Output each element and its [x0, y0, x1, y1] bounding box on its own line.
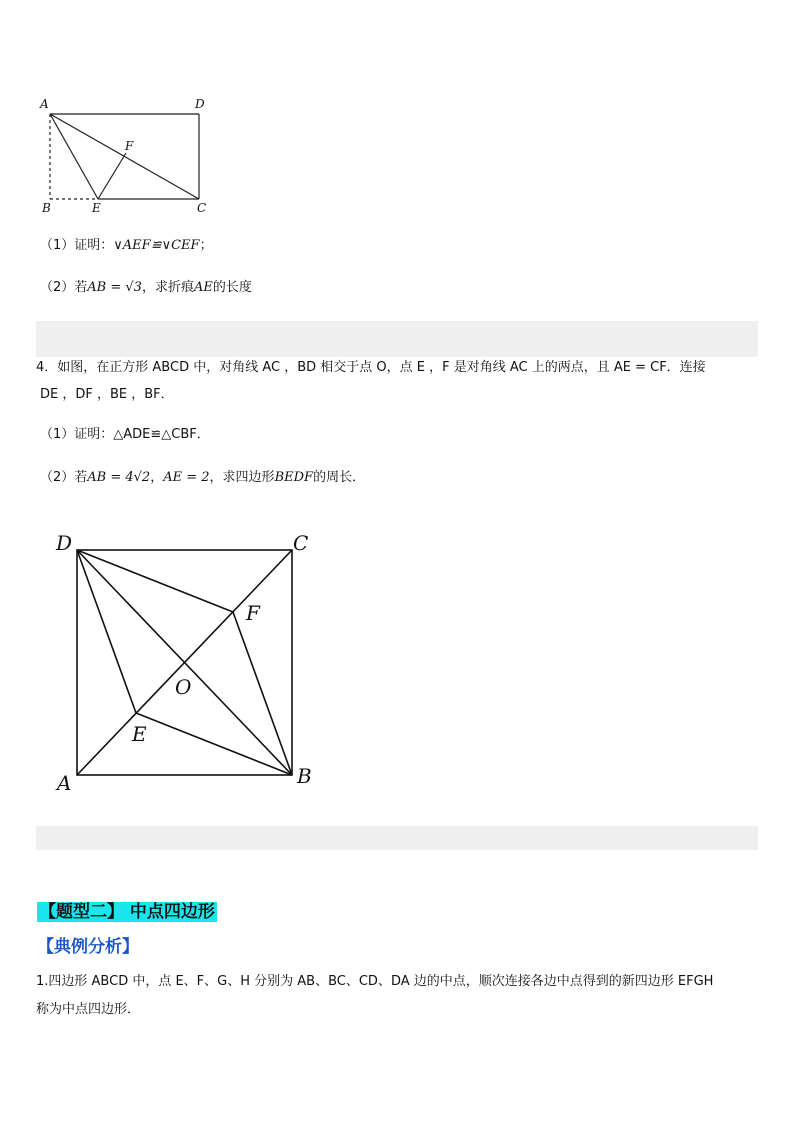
segment-ef: [98, 153, 126, 199]
q4-line1: 4．如图，在正方形 ABCD 中，对角线 AC ，BD 相交于点 O，点 E ，F 是对角线 AC 上的两点，且 AE = CF．连接: [36, 360, 706, 375]
q4-part1: （1）证明：△ADE≌△CBF．: [40, 427, 210, 442]
label-f: F: [125, 139, 134, 153]
q3-part1: （1）证明：∨AEF≌∨CEF；: [40, 238, 213, 253]
label-e: E: [92, 201, 101, 215]
section-badge: 【题型二】 中点四边形: [39, 902, 215, 922]
segment-be: [136, 713, 292, 775]
answer-box-q3: [36, 321, 758, 357]
example-line1: 1.四边形 ABCD 中，点 E、F、G、H 分别为 AB、BC、CD、DA 边的中点，顺次连接各边中点得到的新四边形 EFGH: [36, 974, 714, 989]
label-c: C: [293, 531, 309, 555]
answer-box-q4: [36, 826, 758, 850]
section-heading: [37, 901, 217, 923]
figure-square-diagonals: [50, 528, 330, 798]
label-a: A: [57, 771, 72, 795]
segment-de: [77, 550, 136, 713]
label-c: C: [197, 201, 207, 215]
label-e: E: [132, 722, 147, 746]
q3-part2: （2）若AB = √3，求折痕AE的长度: [40, 280, 252, 295]
label-a: A: [40, 97, 49, 111]
fold-line-ae: [50, 114, 98, 199]
figure-rectangle-fold: [36, 94, 226, 220]
label-d: D: [56, 531, 73, 555]
example-line2: 称为中点四边形．: [36, 1002, 141, 1017]
segment-bf: [233, 612, 292, 775]
label-f: F: [246, 601, 260, 625]
label-o: O: [175, 675, 192, 699]
label-b: B: [297, 764, 312, 788]
q4-part2: （2）若AB = 4√2，AE = 2，求四边形BEDF的周长．: [40, 470, 366, 485]
example-analysis-heading: 【典例分析】: [37, 937, 139, 957]
q4-line2: DE ，DF ，BE ，BF．: [40, 387, 174, 402]
label-b: B: [42, 201, 51, 215]
label-d: D: [195, 97, 205, 111]
segment-df: [77, 550, 233, 612]
